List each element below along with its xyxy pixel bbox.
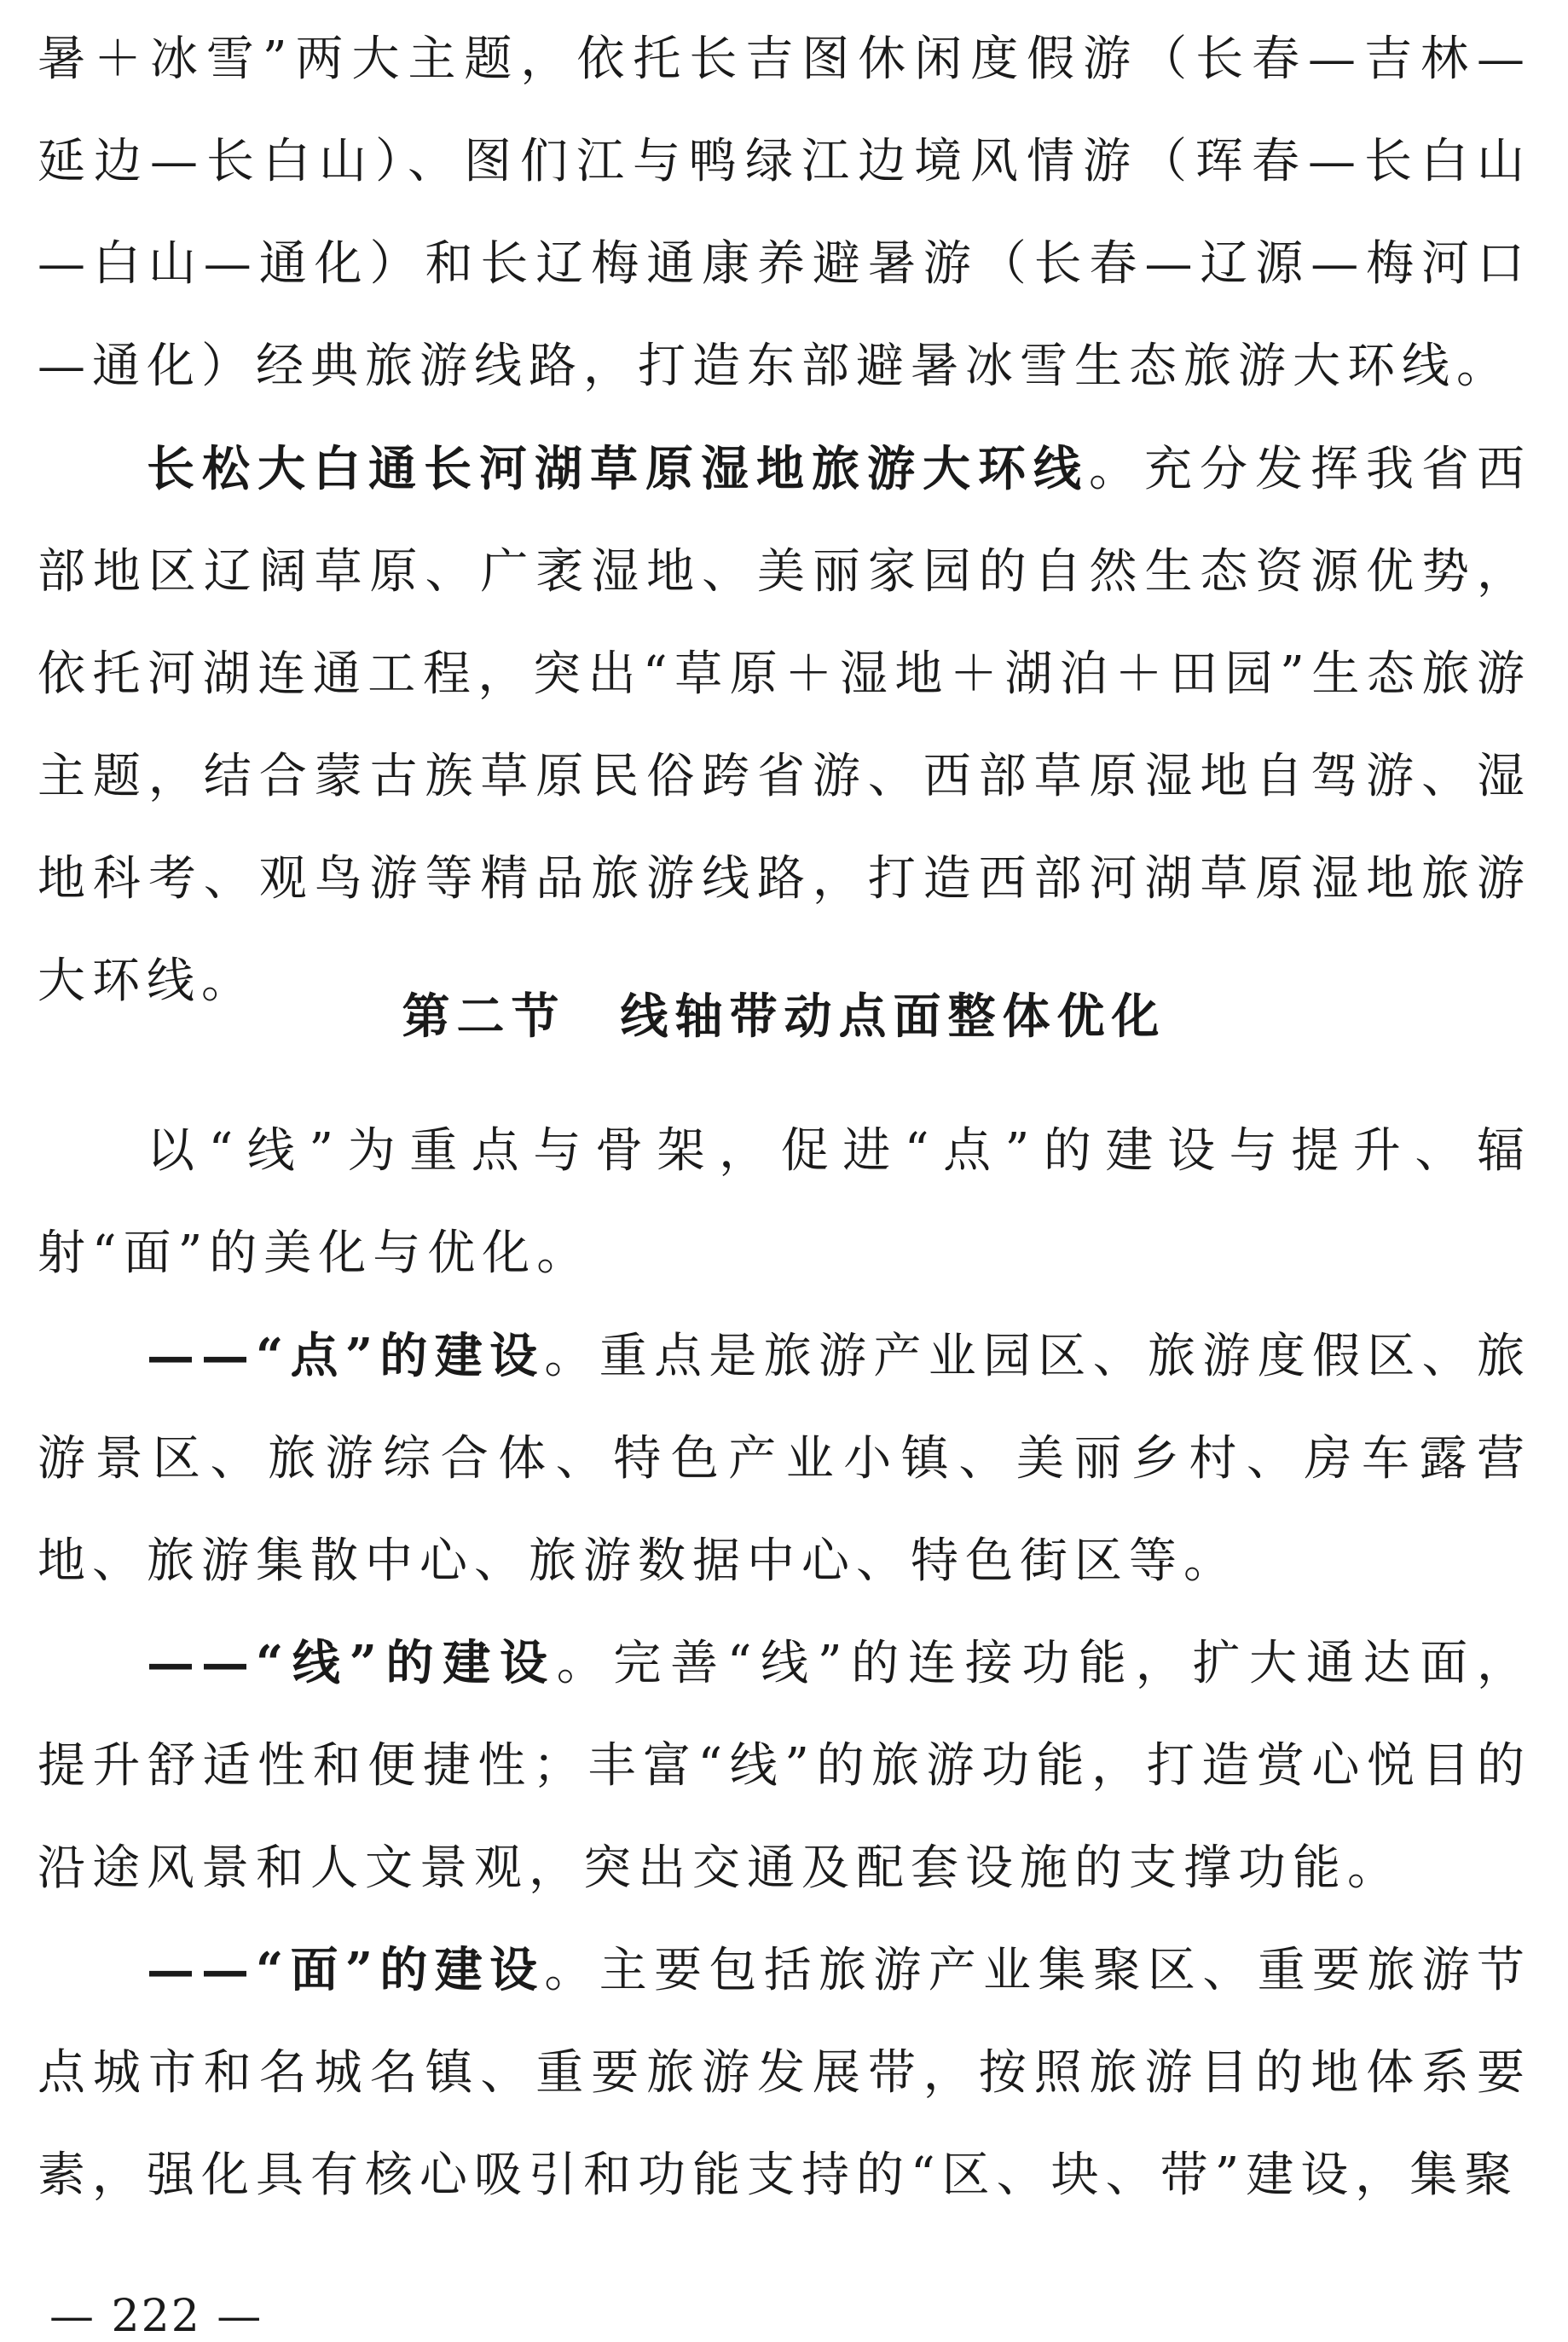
- paragraph-text: 暑＋冰雪”两大主题，依托长吉图休闲度假游（长春—吉林—延边—长白山）、图们江与鸭绿江边境风情游（珲春—长白山—白山—通化）和长辽梅通康养避暑游（长春—辽源—梅河口—通化）经典旅游线路，打造东部避暑冰雪生态旅游大环线。: [38, 32, 1531, 394]
- section-number: 第二节: [402, 988, 566, 1045]
- paragraph-point-construction: [38, 1305, 1531, 1613]
- section-title: 线轴带动点面整体优化: [620, 988, 1166, 1045]
- paragraph-area-construction: [38, 1919, 1531, 2227]
- paragraph-west-loop: [38, 418, 1531, 1033]
- paragraph-text: 以“线”为重点与骨架，促进“点”的建设与提升、辐射“面”的美化与优化。: [38, 1123, 1532, 1281]
- paragraph-text: 。重点是旅游产业园区、旅游度假区、旅游景区、旅游综合体、特色产业小镇、美丽乡村、房车露营地、旅游集散中心、旅游数据中心、特色街区等。: [38, 1329, 1532, 1589]
- paragraph-text: 。主要包括旅游产业集聚区、重要旅游节点城市和名城名镇、重要旅游发展带，按照旅游目的地体系要素，强化具有核心吸引和功能支持的“区、块、带”建设，集聚: [38, 1943, 1532, 2203]
- paragraph-lead: ——“线”的建设: [147, 1635, 557, 1691]
- paragraph-lead: ——“点”的建设: [147, 1328, 545, 1384]
- paragraph-intro: [38, 1100, 1531, 1305]
- section-heading: [0, 983, 1568, 1051]
- paragraph-lead: 长松大白通长河湖草原湿地旅游大环线: [147, 441, 1089, 497]
- paragraph-text: 。完善“线”的连接功能，扩大通达面，提升舒适性和便捷性；丰富“线”的旅游功能，打造赏心悦目的沿途风景和人文景观，突出交通及配套设施的支撑功能。: [38, 1636, 1532, 1896]
- paragraph-text: 。充分发挥我省西部地区辽阔草原、广袤湿地、美丽家园的自然生态资源优势，依托河湖连通工程，突出“草原＋湿地＋湖泊＋田园”生态旅游主题，结合蒙古族草原民俗跨省游、西部草原湿地自驾游、湿地科考、观鸟游等精品旅游线路，打造西部河湖草原湿地旅游大环线。: [38, 442, 1531, 1009]
- paragraph-line-construction: [38, 1612, 1531, 1920]
- paragraph-lead: ——“面”的建设: [147, 1942, 545, 1998]
- page-number: — 222 —: [49, 2291, 263, 2342]
- paragraph-east-loop-continued: [38, 9, 1531, 418]
